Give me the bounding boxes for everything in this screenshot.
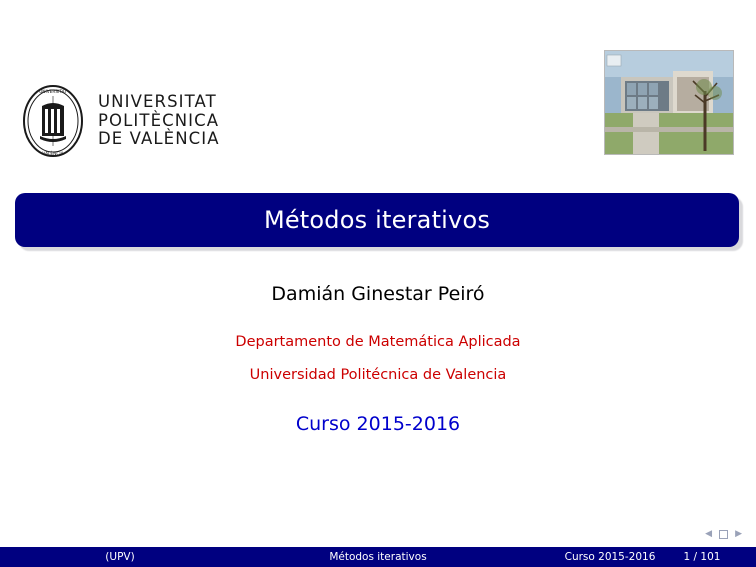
course-year: Curso 2015-2016	[295, 413, 461, 435]
university-wordmark	[98, 93, 220, 149]
department-name: Departamento de Matemática Aplicada	[235, 334, 521, 350]
university-logo	[22, 84, 220, 158]
svg-text:VALÈNCIA: VALÈNCIA	[42, 152, 64, 157]
navigation-symbols[interactable]	[705, 530, 742, 539]
footer-title: Métodos iterativos	[329, 551, 427, 563]
upv-crest-icon	[22, 84, 84, 158]
frame-icon[interactable]	[719, 530, 728, 539]
slide-title-bar	[15, 193, 739, 247]
wordmark-line-1: UNIVERSITAT	[98, 92, 217, 112]
wordmark-line-2: POLITÈCNICA	[98, 110, 220, 130]
wordmark-line-3: DE VALÈNCIA	[98, 129, 220, 149]
slide-footer	[0, 547, 756, 567]
prev-slide-icon[interactable]: ◀	[705, 529, 713, 539]
footer-institution: (UPV)	[105, 551, 135, 563]
campus-photo	[604, 50, 734, 155]
footer-page-number: 1 / 101	[683, 551, 721, 563]
next-slide-icon[interactable]: ▶	[735, 529, 742, 539]
author-name: Damián Ginestar Peiró	[271, 283, 485, 305]
slide-title: Métodos iterativos	[263, 206, 491, 234]
university-name: Universidad Politécnica de Valencia	[249, 367, 507, 383]
footer-course: Curso 2015-2016	[564, 551, 656, 563]
svg-text:UNIVERSITAT: UNIVERSITAT	[39, 90, 67, 95]
